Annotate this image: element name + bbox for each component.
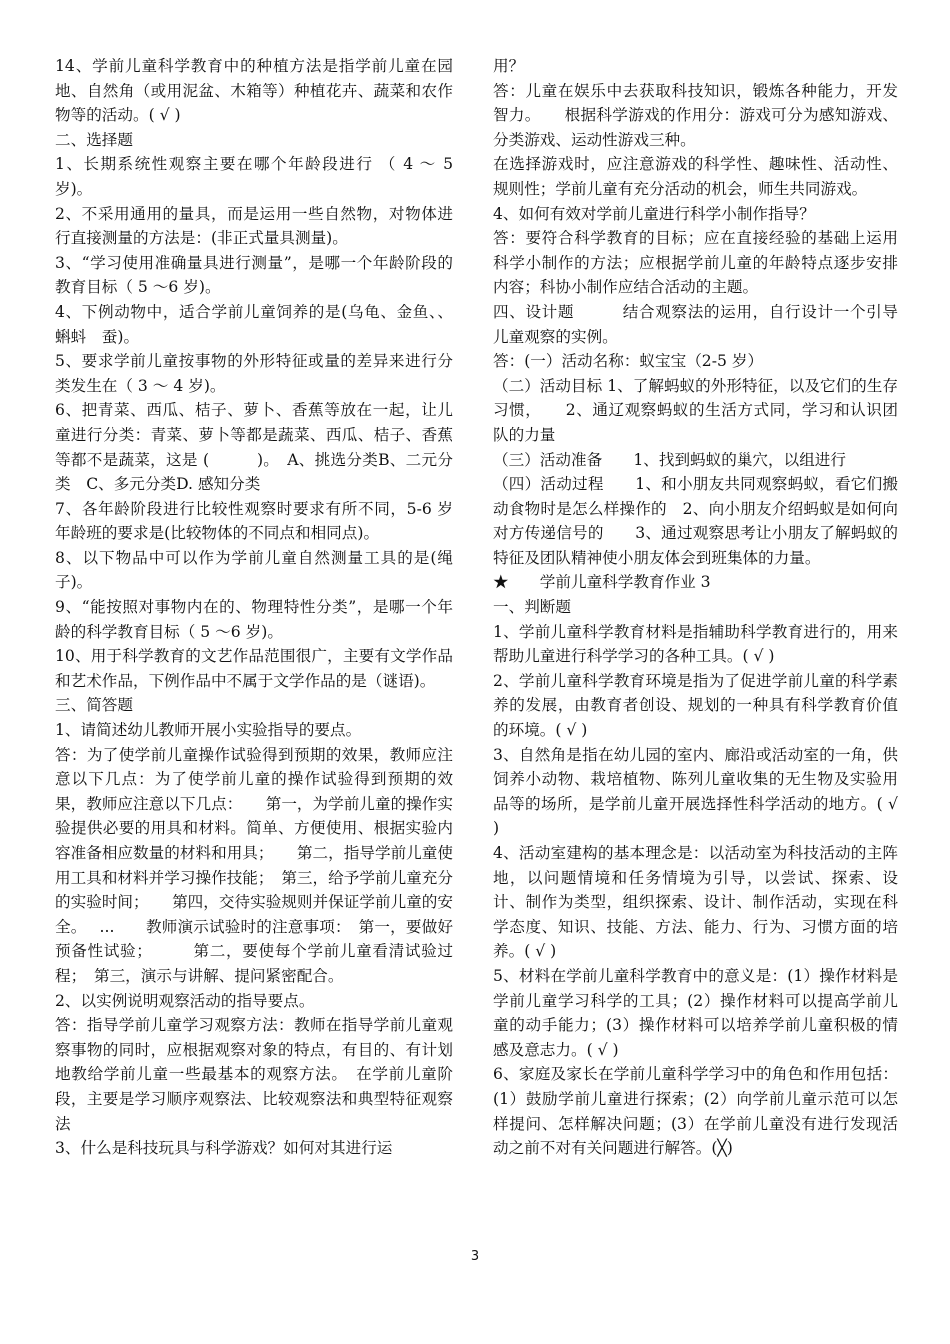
choice-item-10: 10、用于科学教育的文艺作品范围很广，主要有文学作品和艺术作品，下例作品中不属于文学作品的是（谜语)。 xyxy=(55,647,453,690)
choice-item-3: 3、“学习使用准确量具进行测量”，是哪一个年龄阶段的教育目标（ 5 ～6 岁)。 xyxy=(55,253,453,297)
page-number: 3 xyxy=(470,1249,480,1264)
true-false-item-6: 6、家庭及家长在学前儿童科学学习中的角色和作用包括：(1）鼓励学前儿童进行探索；(2）向学前儿童示范可以怎样提问、怎样解决问题；(3）在学前儿童没有进行发现活动之前不对有关问题进行解答。(╳) xyxy=(493,1065,898,1158)
design-answer-activity-preparation: （三）活动准备 1、找到蚂蚁的巢穴，以组进行 xyxy=(493,450,846,469)
choice-item-2: 2、不采用通用的量具，而是运用一些自然物，对物体进行直接测量的方法是：(非正式量具测量)。 xyxy=(55,204,453,248)
true-false-item-4: 4、活动室建构的基本理念是：以活动室为科技活动的主阵地，以问题情境和任务情境为引导，以尝试、探索、设计、制作为类型，组织探索、设计、制作活动，实现在科学态度、知识、技能、方法、能力、行为、习惯方面的培养。( √ ) xyxy=(493,844,898,961)
section-heading-true-false: 一、判断题 xyxy=(493,598,571,617)
choice-item-7: 7、各年龄阶段进行比较性观察时要求有所不同，5-6 岁年龄班的要求是(比较物体的不同点和相同点)。 xyxy=(55,499,453,543)
true-false-item-1: 1、学前儿童科学教育材料是指辅助科学教育进行的，用来帮助儿童进行科学学习的各种工具。( √ ) xyxy=(493,622,898,666)
design-answer-activity-goal: （二）活动目标 1、了解蚂蚁的外形特征，以及它们的生存习惯， 2、通辽观察蚂蚁的生活方式同，学习和认识团队的力量 xyxy=(493,376,898,444)
choice-item-9: 9、“能按照对事物内在的、物理特性分类”，是哪一个年龄的科学教育目标（ 5 ～6 岁)。 xyxy=(55,598,453,641)
short-answer-question-3: 3、什么是科技玩具与科学游戏？如何对其进行运 xyxy=(55,1139,393,1158)
design-answer-activity-name: 答：(一）活动名称：蚁宝宝（2-5 岁） xyxy=(493,352,764,371)
short-answer-answer-1: 答：为了使学前儿童操作试验得到预期的效果，教师应注意以下几点：为了使学前儿童的操作试验得到预期的效果，教师应注意以下几点： 第一，为学前儿童的操作实验提供必要的用具和材料。简单、方便使用、根据实验内容准备相应数量的材料和用具； 第二，指导学前儿童使用工具和材料并学习操作技能； 第三，给予学前儿童充分的实验时间； 第四，交待实验规则并保证学前儿童的安全。 ... 教师演示试验时的注意事项： 第一，要做好预备性试验； 第二，要使每个学前儿童看清试验过程； 第三，演示与讲解、提问紧密配合。 xyxy=(55,745,453,985)
short-answer-question-1: 1、请简述幼儿教师开展小实验指导的要点。 xyxy=(55,721,362,740)
short-answer-answer-4: 答：要符合科学教育的目标；应在直接经验的基础上运用科学小制作的方法；应根据学前儿童的年龄特点逐步安排内容；科协小制作应结合活动的主题。 xyxy=(493,229,898,297)
short-answer-question-3-continued: 用？ xyxy=(493,57,525,75)
design-question: 四、设计题 结合观察法的运用，自行设计一个引导儿童观察的实例。 xyxy=(493,302,898,346)
choice-item-6: 6、把青菜、西瓜、桔子、萝卜、香蕉等放在一起，让儿童进行分类：青菜、萝卜等都是蔬菜、西瓜、桔子、香蕉等都不是蔬菜，这是 ( )。 A、挑选分类B、二元分类 C、多元分类D. 感知分类 xyxy=(55,401,453,494)
section-heading-short-answer: 三、简答题 xyxy=(55,696,133,715)
short-answer-answer-3: 答：儿童在娱乐中去获取科技知识，锻炼各种能力，开发智力。 根据科学游戏的作用分：游戏可分为感知游戏、分类游戏、运动性游戏三种。 xyxy=(493,81,898,149)
short-answer-question-4: 4、如何有效对学前儿童进行科学小制作指导？ xyxy=(493,204,815,223)
short-answer-question-2: 2、以实例说明观察活动的指导要点。 xyxy=(55,991,315,1010)
assignment-3-title: ★ 学前儿童科学教育作业 3 xyxy=(493,573,711,592)
true-false-item-14: 14、学前儿童科学教育中的种植方法是指学前儿童在园地、自然角（或用泥盆、木箱等）种植花卉、蔬菜和农作物等的活动。( √ ) xyxy=(55,57,453,125)
choice-item-4: 4、下例动物中，适合学前儿童饲养的是(乌龟、金鱼、、蝌蚪 蚕)。 xyxy=(55,302,453,346)
true-false-item-3: 3、自然角是指在幼儿园的室内、廊沿或活动室的一角，供饲养小动物、栽培植物、陈列儿童收集的无生物及实验用品等的场所，是学前儿童开展选择性科学活动的地方。( √ ) xyxy=(493,745,898,838)
left-column xyxy=(55,54,453,1161)
short-answer-answer-2: 答：指导学前儿童学习观察方法：教师在指导学前儿童观察事物的同时，应根据观察对象的特点，有目的、有计划地教给学前儿童一些最基本的观察方法。 在学前儿童阶段，主要是学习顺序观察法、比较观察法和典型特征观察法 xyxy=(55,1016,453,1133)
choice-item-5: 5、要求学前儿童按事物的外形特征或量的差异来进行分类发生在（ 3 ～ 4 岁)。 xyxy=(55,352,453,395)
choice-item-1: 1、长期系统性观察主要在哪个年龄段进行 （ 4 ～ 5 岁)。 xyxy=(55,155,453,198)
right-column xyxy=(493,54,898,1161)
short-answer-answer-3-continued: 在选择游戏时，应注意游戏的科学性、趣味性、活动性、规则性；学前儿童有充分活动的机会，师生共同游戏。 xyxy=(493,155,898,198)
true-false-item-2: 2、学前儿童科学教育环境是指为了促进学前儿童的科学素养的发展，由教育者创设、规划的一种具有科学教育价值的环境。( √ ) xyxy=(493,671,898,740)
choice-item-8: 8、以下物品中可以作为学前儿童自然测量工具的是(绳子)。 xyxy=(55,548,453,592)
section-heading-multiple-choice: 二、选择题 xyxy=(55,130,133,149)
design-answer-activity-process: （四）活动过程 1、和小朋友共同观察蚂蚁，看它们搬动食物时是怎么样操作的 2、向小朋友介绍蚂蚁是如何向对方传递信号的 3、通过观察思考让小朋友了解蚂蚁的特征及团队精神使小朋友体会到班集体的力量。 xyxy=(493,475,898,567)
true-false-item-5: 5、材料在学前儿童科学教育中的意义是：(1）操作材料是学前儿童学习科学的工具；(2）操作材料可以提高学前儿童的动手能力；(3）操作材料可以培养学前儿童积极的情感及意志力。( √ ) xyxy=(493,966,898,1059)
